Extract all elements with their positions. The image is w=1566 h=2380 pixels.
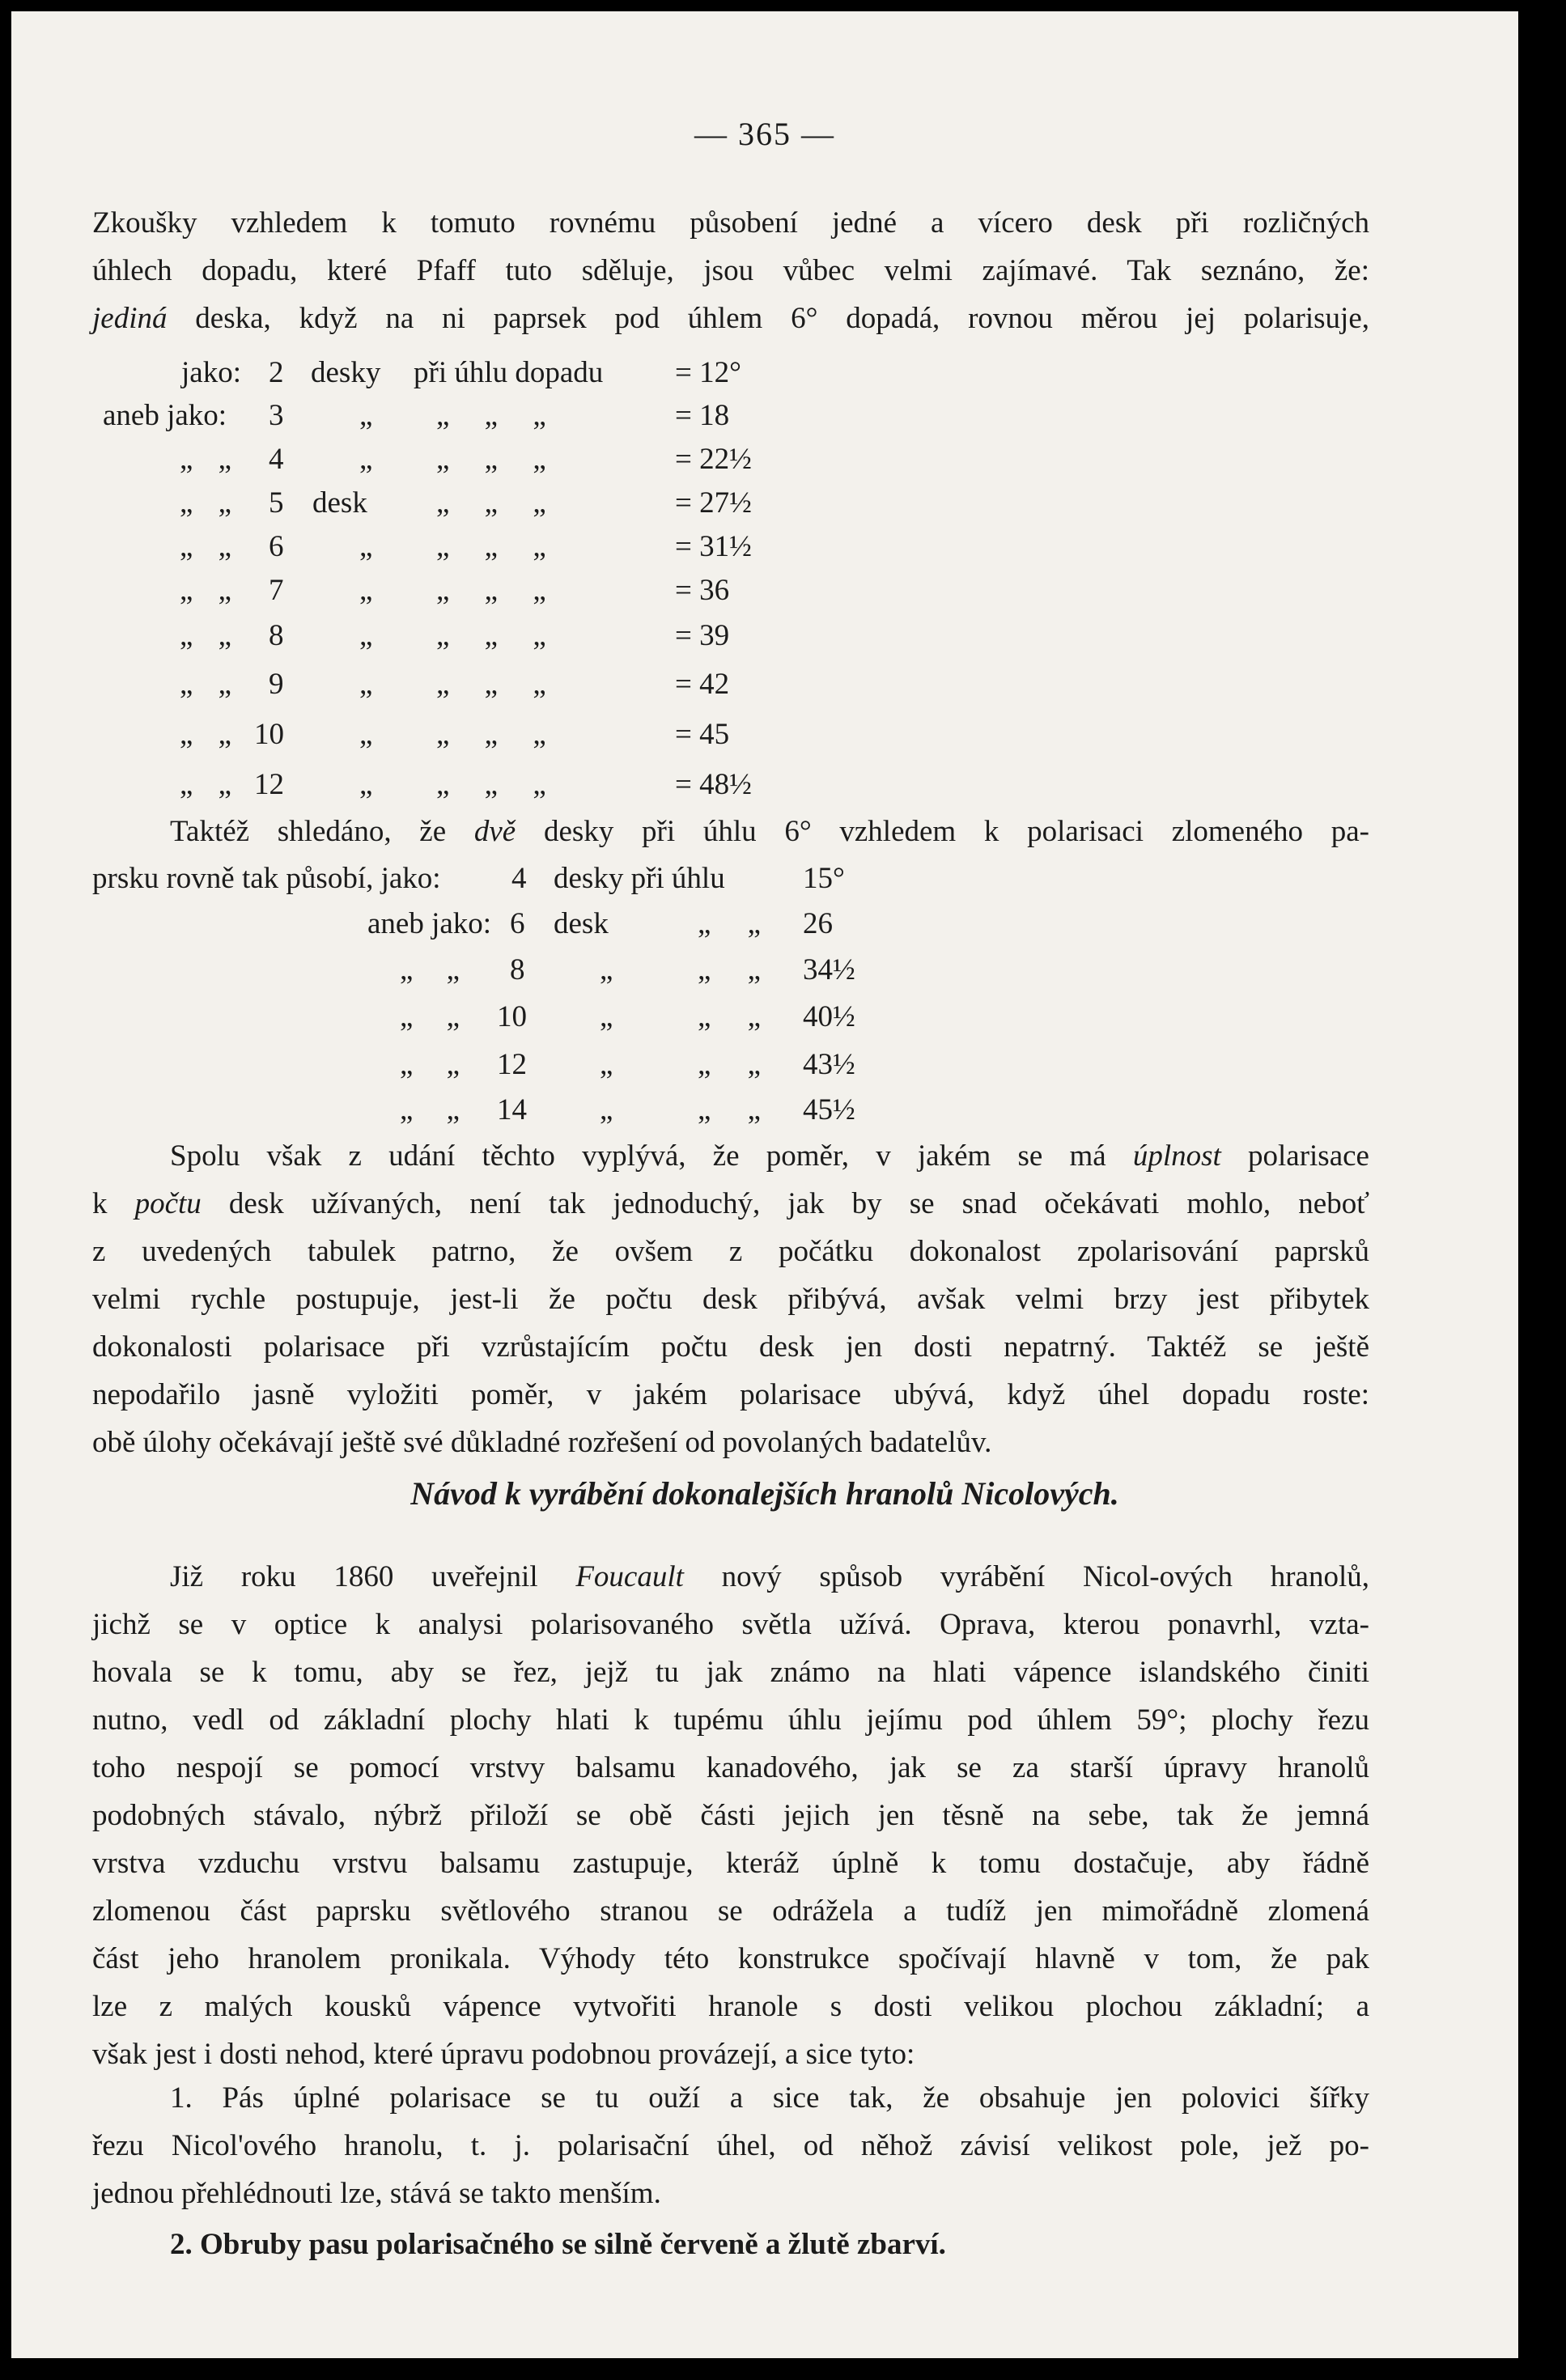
intro-line — [92, 295, 1369, 342]
list-item-line: řezu Nicol'ového hranolu, t. j. polarisační úhel, od něhož závisí velikost pole, jež po- — [92, 2129, 1369, 2162]
paragraph-completeness — [92, 1132, 1369, 1466]
intro-paragraph — [92, 199, 1369, 342]
row-count: 2 — [269, 356, 284, 389]
row-count: 8 — [510, 953, 525, 986]
row-rest: „ „ „ — [436, 668, 546, 701]
row-rest: „ „ „ — [436, 443, 546, 476]
row-value: = 36 — [675, 574, 730, 607]
row-value: 34½ — [803, 953, 855, 986]
row-unit: desk — [312, 486, 367, 520]
row-unit: „ — [359, 768, 373, 801]
row-unit: „ — [359, 399, 373, 432]
row-quotes: „ „ — [698, 1000, 762, 1033]
paragraph-text: polarisace — [1220, 1139, 1369, 1173]
emphasis-text: počtu — [134, 1187, 202, 1220]
row-quotes: „ „ — [698, 1093, 762, 1126]
emphasis-text: Foucault — [575, 1560, 684, 1593]
row-prefix: „ „ — [180, 443, 232, 476]
paragraph-line: část jeho hranolem pronikala. Výhody této konstrukce spočívají hlavně v tom, že pak — [92, 1942, 1369, 1975]
row-quotes: „ „ — [698, 907, 762, 940]
row-value: = 48½ — [675, 768, 752, 801]
row-count: 6 — [269, 530, 284, 563]
paragraph-text: nový spůsob vyrábění Nicol-ových hranolů, — [683, 1560, 1369, 1593]
paragraph-line — [92, 1553, 1369, 1601]
row-value: 45½ — [803, 1093, 855, 1126]
list-item-2 — [92, 2221, 1369, 2268]
row-count: 4 — [269, 443, 284, 476]
book-page — [11, 11, 1518, 2358]
row-quotes: „ „ — [698, 1048, 762, 1081]
row-unit: „ — [359, 718, 373, 751]
row-value: 43½ — [803, 1048, 855, 1081]
row-quotes: „ „ — [698, 953, 762, 986]
intro-line-text: deska, když na ni paprsek pod úhlem 6° dopadá, rovnou měrou jej polarisuje, — [167, 302, 1369, 335]
row-value: = 45 — [675, 718, 730, 751]
row-unit: „ — [359, 530, 373, 563]
row-count: 10 — [254, 718, 284, 751]
intro-line — [92, 247, 1369, 295]
row-count: 6 — [510, 907, 525, 940]
paragraph-line: velmi rychle postupuje, jest-li že počtu desk přibývá, avšak velmi brzy jest přibytek — [92, 1283, 1369, 1316]
row-count: 8 — [269, 619, 284, 652]
list-item-1 — [92, 2074, 1369, 2217]
row-unit: desk — [554, 907, 609, 940]
emphasis-text: jediná — [92, 302, 168, 335]
paragraph-line — [92, 1180, 1369, 1228]
middle-line — [92, 808, 1369, 855]
middle-paragraph — [92, 808, 1369, 855]
paragraph-line: dokonalosti polarisace při vzrůstajícím počtu desk jen dosti nepatrný. Taktéž se ještě — [92, 1330, 1369, 1364]
row-value: = 22½ — [675, 443, 752, 476]
row-unit: „ — [359, 668, 373, 701]
row-rest: „ „ „ — [436, 574, 546, 607]
list-item-line: jednou přehlédnouti lze, stává se takto menším. — [92, 2177, 661, 2210]
row-value: 40½ — [803, 1000, 855, 1033]
row-prefix: „ „ — [180, 718, 232, 751]
row-unit: „ — [600, 953, 613, 986]
paragraph-text: Spolu však z udání těchto vyplývá, že poměr, v jakém se má — [170, 1139, 1133, 1173]
row-prefix: „ „ — [180, 619, 232, 652]
row-prefix: „ „ — [400, 1093, 460, 1126]
intro-line: Zkoušky vzhledem k tomuto rovnému působení jedné a vícero desk při rozličných — [92, 206, 1369, 240]
middle-text: desky při úhlu 6° vzhledem k polarisaci zlomeného pa- — [516, 815, 1369, 848]
paragraph-line: toho nespojí se pomocí vrstvy balsamu kanadového, jak se za starší úpravy hranolů — [92, 1751, 1369, 1784]
row-unit: „ — [359, 443, 373, 476]
row-value: = 42 — [675, 668, 730, 701]
paragraph-line: zlomenou část paprsku světlového stranou se odrážela a tudíž jen mimořádně zlomená — [92, 1894, 1369, 1928]
row-unit: „ — [600, 1093, 613, 1126]
paragraph-line: nepodařilo jasně vyložiti poměr, v jakém polarisace ubývá, když úhel dopadu roste: — [92, 1378, 1369, 1411]
row-value: = 27½ — [675, 486, 752, 520]
paragraph-foucault — [92, 1553, 1369, 2078]
row-value: = 39 — [675, 619, 730, 652]
row-rest: „ „ „ — [436, 530, 546, 563]
row-prefix: aneb jako: — [367, 907, 492, 940]
row-rest: při úhlu dopadu — [414, 356, 604, 389]
row-rest: „ „ „ — [436, 768, 546, 801]
paragraph-line: obě úlohy očekávají ještě své důkladné rozřešení od povolaných badatelův. — [92, 1426, 992, 1459]
row-prefix: „ „ — [180, 574, 232, 607]
row-count: 7 — [269, 574, 284, 607]
row-value: 26 — [803, 907, 833, 940]
row-prefix: „ „ — [400, 953, 460, 986]
section-heading: Návod k vyrábění dokonalejších hranolů Nicolových. — [410, 1475, 1119, 1512]
row-unit: desky — [311, 356, 381, 389]
row-prefix: aneb jako: — [103, 399, 227, 432]
row-prefix: „ „ — [180, 768, 232, 801]
paragraph-line: lze z malých kousků vápence vytvořiti hranole s dosti velikou plochou základní; a — [92, 1990, 1369, 2023]
row-count: 12 — [254, 768, 284, 801]
row-count: 9 — [269, 668, 284, 701]
row-prefix: „ „ — [180, 530, 232, 563]
paragraph-line: však jest i dosti nehod, které úpravu podobnou provázejí, a sice tyto: — [92, 2038, 915, 2071]
paragraph-line: vrstva vzduchu vrstvu balsamu zastupuje, kteráž úplně k tomu dostačuje, aby řádně — [92, 1847, 1369, 1880]
row-count: 14 — [497, 1093, 527, 1126]
row-prefix: „ „ — [400, 1048, 460, 1081]
paragraph-text: Již roku 1860 uveřejnil — [170, 1560, 576, 1593]
paragraph-line: podobných stávalo, nýbrž přiloží se obě části jejich jen těsně na sebe, tak že jemná — [92, 1799, 1369, 1832]
row-rest: „ „ „ — [436, 718, 546, 751]
paragraph-line: nutno, vedl od základní plochy hlati k tupému úhlu jejímu pod úhlem 59°; plochy řezu — [92, 1703, 1369, 1737]
paragraph-text: k — [92, 1187, 135, 1220]
paragraph-text: desk užívaných, není tak jednoduchý, jak by se snad očekávati mohlo, neboť — [201, 1187, 1370, 1220]
row-count: 10 — [497, 1000, 527, 1033]
middle-text: desky při úhlu — [554, 862, 725, 895]
emphasis-text: úplnost — [1132, 1139, 1221, 1173]
row-rest: „ „ „ — [436, 486, 546, 520]
row-count: 3 — [269, 399, 284, 432]
row-unit: „ — [359, 574, 373, 607]
row-unit: „ — [359, 619, 373, 652]
row-count: 5 — [269, 486, 284, 520]
list-item-line: 1. Pás úplné polarisace se tu ouží a sice tak, že obsahuje jen polovici šířky — [170, 2081, 1369, 2115]
emphasis-text: dvě — [473, 815, 516, 848]
row-rest: „ „ „ — [436, 619, 546, 652]
middle-value: 15° — [803, 862, 845, 895]
paragraph-line: hovala se k tomu, aby se řez, jejž tu jak známo na hlati vápence islandského činiti — [92, 1656, 1369, 1689]
row-prefix: „ „ — [180, 486, 232, 520]
middle-text: prsku rovně tak působí, jako: — [92, 862, 441, 895]
row-value: = 18 — [675, 399, 730, 432]
row-count: 12 — [497, 1048, 527, 1081]
row-prefix: „ „ — [400, 1000, 460, 1033]
row-prefix: „ „ — [180, 668, 232, 701]
page-number: — 365 — — [694, 116, 835, 152]
paragraph-line: jichž se v optice k analysi polarisovaného světla užívá. Oprava, kterou ponavrhl, vzta- — [92, 1608, 1369, 1641]
paragraph-line: z uvedených tabulek patrno, že ovšem z počátku dokonalost zpolarisování paprsků — [92, 1235, 1369, 1268]
middle-count: 4 — [511, 862, 527, 895]
middle-text: Taktéž shledáno, že — [170, 815, 474, 848]
row-value: = 12° — [675, 356, 741, 389]
row-prefix: jako: — [181, 356, 241, 389]
list-item-line: 2. Obruby pasu polarisačného se silně červeně a žlutě zbarví. — [170, 2228, 946, 2261]
row-value: = 31½ — [675, 530, 752, 563]
paragraph-line — [92, 1132, 1369, 1180]
row-rest: „ „ „ — [436, 399, 546, 432]
intro-line-text: úhlech dopadu, které Pfaff tuto sděluje, jsou vůbec velmi zajímavé. Tak seznáno, že: — [92, 254, 1369, 287]
row-unit: „ — [600, 1048, 613, 1081]
row-unit: „ — [600, 1000, 613, 1033]
